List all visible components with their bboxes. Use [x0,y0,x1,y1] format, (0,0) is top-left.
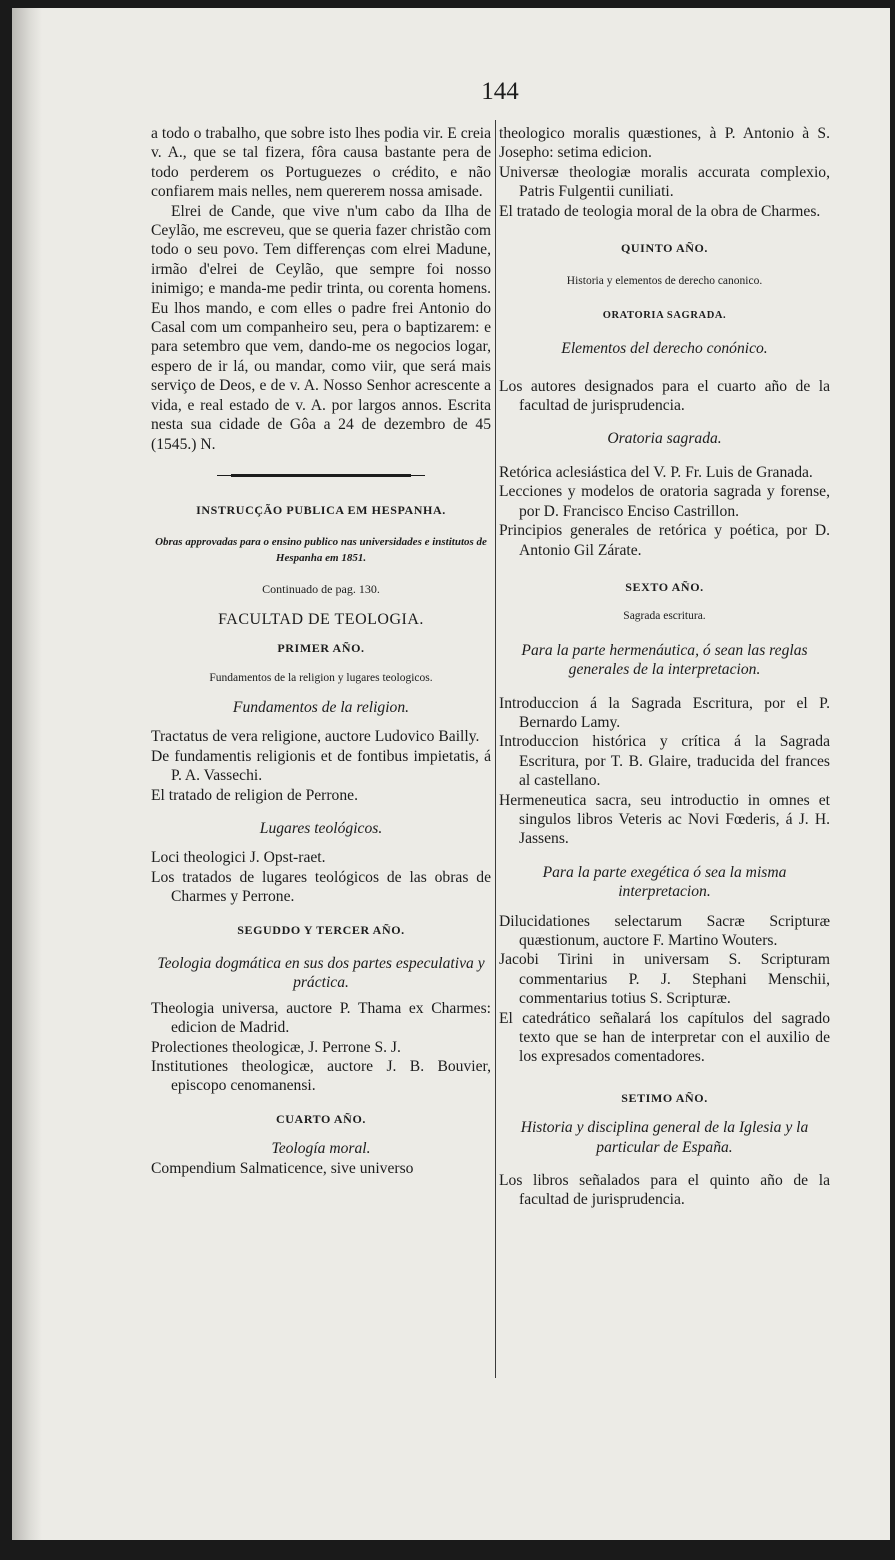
book-entry: Compendium Salmaticence, sive universo [151,1159,414,1177]
subject-heading: Fundamentos de la religion. [232,698,410,716]
book-entry: De fundamentis religionis et de fontibus impietatis, á P. A. Vassechi. [151,747,491,785]
page-number: 144 [481,78,519,105]
book-entry: Los autores designados para el cuarto año de la facultad de jurisprudencia. [499,377,830,415]
binding-shadow [12,8,42,1540]
book-entry: Institutiones theologicæ, auctore J. B. Bouvier, episcopo cenomanensi. [151,1058,491,1095]
subject-heading: Teologia dogmática en sus dos partes especulativa y práctica. [157,955,485,992]
year-heading: PRIMER AÑO. [277,641,365,656]
subject-heading: Historia y disciplina general de la Iglesia y la particular de España. [520,1119,809,1156]
book-entry: Jacobi Tirini in universam S. Scripturam commentarius P. J. Stephani Menschii, commentarius totius S. Scripturæ. [499,951,830,1008]
subject-heading: Para la parte exegética ó sea la misma interpretacion. [542,863,787,901]
book-entry: El catedrático señalará los capítulos del sagrado texto que se han de interpretar con el auxilio de los expresados comentadores. [499,1009,830,1066]
book-entry: El tratado de religion de Perrone. [151,786,358,804]
subject-heading: Elementos del derecho conónico. [561,340,768,358]
column-divider [495,120,496,1378]
subject-heading: Para la parte hermenáutica, ó sean las reglas generales de la interpretacion. [521,641,808,679]
book-entry: Dilucidationes selectarum Sacræ Scripturæ quæstionum, auctore F. Martino Wouters. [499,912,830,949]
course-title: Fundamentos de la religion y lugares teologicos. [209,671,433,684]
book-entry: Lecciones y modelos de oratoria sagrada y forense, por D. Francisco Enciso Castrillon. [499,483,830,520]
book-entry: Principios generales de retórica y poética, por D. Antonio Gil Zárate. [499,522,830,559]
right-column [499,124,830,1210]
book-entry: Los libros señalados para el quinto año de la facultad de jurisprudencia. [499,1172,830,1209]
subject-heading: Teología moral. [271,1140,371,1158]
book-entry: Prolectiones theologicæ, J. Perrone S. J. [151,1038,401,1056]
letter-paragraph: Elrei de Cande, que vive n'um cabo da Ilha de Ceylão, me escreveu, que se queria fazer christão com todo o seu povo. Tem differenças com elrei Madune, irmão d'elrei de Ceylão, que sempre foi nosso inimigo; e manda-me pedir trinta, ou corenta homens. Eu lhos mando, e com elles o padre frei Antonio do Casal com um companheiro seu, pera o baptizarem: e para setembro que vem, dando-me os negocios logar, espero de ir lá, ou mandar, como viir, que será mais serviço de Deos, e de v. A. Nosso Senhor acrescente a vida, e real estado de v. A. por largos annos. Escrita nesta sua cidade de Gôa a 24 de dezembro de 45 (1545.) N. [151,202,491,453]
year-heading: CUARTO AÑO. [276,1111,366,1126]
book-entry: El tratado de teologia moral de la obra de Charmes. [499,202,821,220]
section-title: INSTRUCÇÃO PUBLICA EM HESPANHA. [196,502,446,517]
book-entry: Loci theologici J. Opst-raet. [151,849,326,867]
subject-heading: Oratoria sagrada. [607,430,722,448]
letter-paragraph: a todo o trabalho, que sobre isto lhes podia vir. E creia v. A., que se tal fizera, fôra causa bastante pera de todo perderem os Portuguezes o crédito, e não confiarem mais nelles, nem quererem nossa amisade. [151,125,491,201]
section-subtitle: Obras approvadas para o ensino publico nas universidades e institutos de Hespanha em 1851. [155,536,487,565]
book-entry: Retórica aclesiástica del V. P. Fr. Luis de Granada. [499,463,813,481]
course-title: Historia y elementos de derecho canonico. [566,275,763,288]
left-column [151,124,491,1178]
year-heading: SETIMO AÑO. [621,1090,708,1105]
book-entry: Universæ theologiæ moralis accurata complexio, Patris Fulgentii cuniliati. [499,163,830,201]
continued-note: Continuado de pag. 130. [262,582,380,597]
course-title: ORATORIA SAGRADA. [602,309,727,321]
year-heading: SEGUDDO Y TERCER AÑO. [237,922,405,937]
book-entry: Introduccion á la Sagrada Escritura, por el P. Bernardo Lamy. [499,694,830,731]
book-entry: Los tratados de lugares teológicos de las obras de Charmes y Perrone. [151,868,491,906]
book-entry: Tractatus de vera religione, auctore Ludovico Bailly. [151,728,480,746]
subject-heading: Lugares teológicos. [259,819,383,837]
section-rule [231,474,411,477]
book-entry: Theologia universa, auctore P. Thama ex Charmes: edicion de Madrid. [151,999,491,1037]
book-entry: Hermeneutica sacra, seu introductio in omnes et singulos libros Veteris ac Novi Fœderis, á J. H. Jassens. [499,791,830,848]
year-heading: SEXTO AÑO. [625,579,704,594]
book-entry-continuation: theologico moralis quæstiones, à P. Antonio à S. Josepho: setima edicion. [499,125,830,162]
year-heading: QUINTO AÑO. [620,241,709,256]
faculty-title: FACULTAD DE TEOLOGIA. [218,610,424,628]
course-title: Sagrada escritura. [623,610,706,623]
book-entry: Introduccion histórica y crítica á la Sagrada Escritura, por T. B. Glaire, traducida del frances al castellano. [499,733,830,790]
